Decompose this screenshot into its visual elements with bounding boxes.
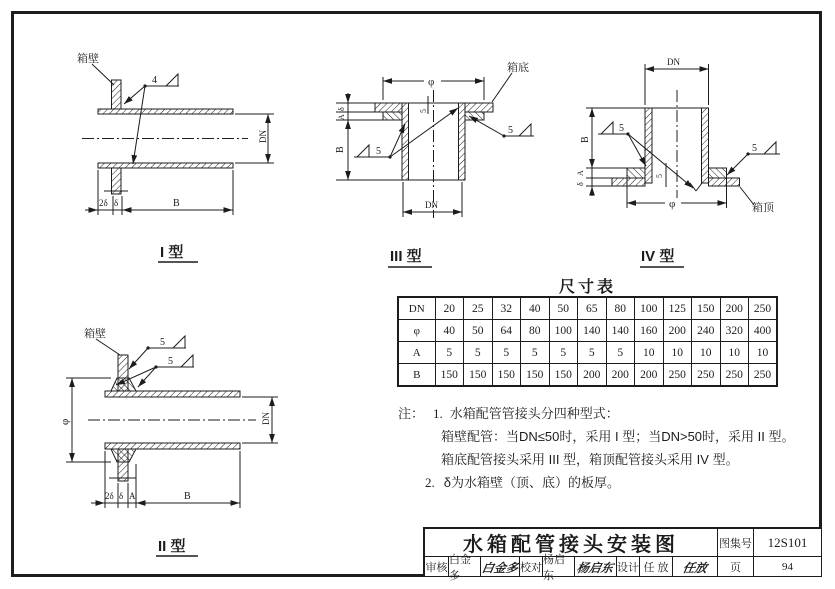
size-cell: 140 (578, 320, 607, 342)
dim-dn: DN (667, 57, 680, 67)
size-cell: 140 (606, 320, 635, 342)
note-line-2: 箱壁配管：当DN≤50时，采用 I 型；当DN>50时，采用 II 型。 (441, 429, 795, 444)
atlas-no-label: 图集号 (717, 529, 753, 556)
tank-bottom-callout: 箱底 (507, 62, 529, 74)
note-item2-text: δ为水箱壁（顶、底）的板厚。 (443, 475, 620, 490)
dim-dn: DN (261, 412, 271, 425)
title-block (423, 527, 821, 582)
page-number: 94 (753, 557, 821, 577)
note-item1-no: 1. (433, 406, 443, 421)
size-cell: 250 (749, 297, 778, 320)
weld-dot (746, 152, 749, 155)
size-cell: 20 (435, 297, 464, 320)
weld-leg-label: 5 (655, 174, 664, 178)
type4-label: IV 型 (641, 248, 675, 265)
title-block-row1 (425, 529, 821, 556)
size-cell: 200 (720, 297, 749, 320)
tank-wall-callout: 箱壁 (84, 328, 106, 340)
design-name: 任 放 (639, 557, 672, 577)
weld-size-label: 5 (376, 146, 381, 157)
proof-signature: 杨启东 (574, 557, 616, 577)
size-cell: 160 (635, 320, 664, 342)
size-cell: 5 (549, 342, 578, 364)
dim-b: B (335, 146, 346, 153)
note-line-3: 箱底配管接头采用 III 型，箱顶配管接头采用 IV 型。 (441, 452, 739, 467)
tank-wall-callout: 箱壁 (77, 53, 99, 65)
note-item2-no: 2. (425, 475, 435, 490)
size-cell: 200 (606, 364, 635, 387)
size-cell: 250 (749, 364, 778, 387)
dim-a: A (576, 170, 585, 176)
atlas-no-value: 12S101 (753, 529, 821, 556)
weld-dot (502, 134, 505, 137)
size-cell: 200 (578, 364, 607, 387)
type3-label: III 型 (390, 248, 422, 265)
dim-delta: δ (114, 198, 119, 208)
design-signature: 任放 (672, 557, 717, 577)
size-cell: 200 (635, 364, 664, 387)
type1-label: I 型 (160, 244, 184, 261)
weld-dot (146, 346, 149, 349)
row-header: DN (398, 297, 435, 320)
row-header: A (398, 342, 435, 364)
size-cell: 100 (549, 320, 578, 342)
size-cell: 5 (464, 342, 493, 364)
size-cell: 150 (692, 297, 721, 320)
type2-label: II 型 (158, 538, 186, 555)
size-cell: 150 (521, 364, 550, 387)
size-cell: 150 (492, 364, 521, 387)
table-row (398, 342, 777, 364)
size-cell: 32 (492, 297, 521, 320)
type1-drawing (60, 40, 330, 270)
weld-size-label: 4 (152, 75, 157, 86)
tank-top-callout: 箱顶 (752, 202, 774, 214)
dim-a: A (129, 491, 136, 501)
dim-dn: DN (425, 200, 438, 210)
size-cell: 5 (492, 342, 521, 364)
dim-a: A (337, 114, 346, 120)
proof-label: 校对 (519, 557, 542, 577)
dim-2delta: 2δ (105, 491, 114, 501)
size-cell: 80 (521, 320, 550, 342)
size-cell: 25 (464, 297, 493, 320)
size-cell: 5 (435, 342, 464, 364)
size-cell: 65 (578, 297, 607, 320)
page-label: 页 (717, 557, 753, 577)
proof-name: 杨启东 (542, 557, 574, 577)
type3-drawing (330, 55, 555, 275)
table-row (398, 320, 777, 342)
dim-b: B (173, 198, 180, 209)
size-cell: 10 (692, 342, 721, 364)
size-cell: 200 (663, 320, 692, 342)
weld-size-label: 5 (508, 125, 513, 136)
notes (398, 402, 803, 494)
review-signature: 白金多 (480, 557, 519, 577)
weld-size-label: 5 (619, 123, 624, 134)
weld-leg-label: 5 (419, 109, 428, 113)
size-table (397, 296, 778, 387)
size-cell: 320 (720, 320, 749, 342)
table-row (398, 297, 777, 320)
dim-delta: δ (119, 491, 124, 501)
type4-drawing (570, 55, 825, 275)
weld-size-label: 5 (752, 143, 757, 154)
row-header: φ (398, 320, 435, 342)
review-name: 白金多 (448, 557, 480, 577)
review-label: 审核 (425, 562, 448, 574)
size-cell: 5 (606, 342, 635, 364)
size-cell: 50 (464, 320, 493, 342)
size-cell: 80 (606, 297, 635, 320)
weld-size-label: 5 (168, 356, 173, 367)
size-cell: 100 (635, 297, 664, 320)
dim-delta: δ (337, 107, 346, 111)
size-cell: 40 (521, 297, 550, 320)
size-cell: 150 (549, 364, 578, 387)
size-cell: 250 (663, 364, 692, 387)
dim-dn: DN (258, 130, 268, 143)
size-table-title: 尺寸表 (558, 279, 616, 296)
size-cell: 40 (435, 320, 464, 342)
type2-drawing (55, 320, 335, 562)
size-cell: 10 (635, 342, 664, 364)
note-item1-text: 水箱配管管接头分四种型式： (449, 406, 619, 421)
weld-size-label: 5 (160, 337, 165, 348)
weld-dot (154, 365, 157, 368)
size-cell: 5 (521, 342, 550, 364)
dim-phi: φ (59, 418, 71, 425)
size-cell: 10 (720, 342, 749, 364)
size-cell: 125 (663, 297, 692, 320)
size-cell: 10 (663, 342, 692, 364)
table-row (398, 364, 777, 387)
weld-dot (626, 132, 629, 135)
dim-phi: φ (669, 198, 676, 210)
size-cell: 240 (692, 320, 721, 342)
size-cell: 64 (492, 320, 521, 342)
note-line-1 (398, 402, 803, 425)
dim-2delta: 2δ (99, 198, 108, 208)
dim-phi: φ (428, 76, 435, 88)
title-block-row2 (425, 554, 821, 582)
size-cell: 250 (692, 364, 721, 387)
dim-delta: δ (576, 182, 585, 186)
size-cell: 400 (749, 320, 778, 342)
design-label: 设计 (616, 557, 639, 577)
dim-b: B (580, 136, 591, 143)
weld-dot (143, 84, 146, 87)
size-cell: 10 (749, 342, 778, 364)
notes-prefix: 注： (398, 406, 425, 421)
size-cell: 150 (464, 364, 493, 387)
drawing-title: 水箱配管接头安装图 (463, 534, 679, 556)
size-cell: 50 (549, 297, 578, 320)
size-cell: 250 (720, 364, 749, 387)
size-cell: 150 (435, 364, 464, 387)
row-header: B (398, 364, 435, 387)
weld-dot (388, 155, 391, 158)
note-line-4 (398, 471, 803, 494)
dim-b: B (184, 491, 191, 502)
size-cell: 5 (578, 342, 607, 364)
